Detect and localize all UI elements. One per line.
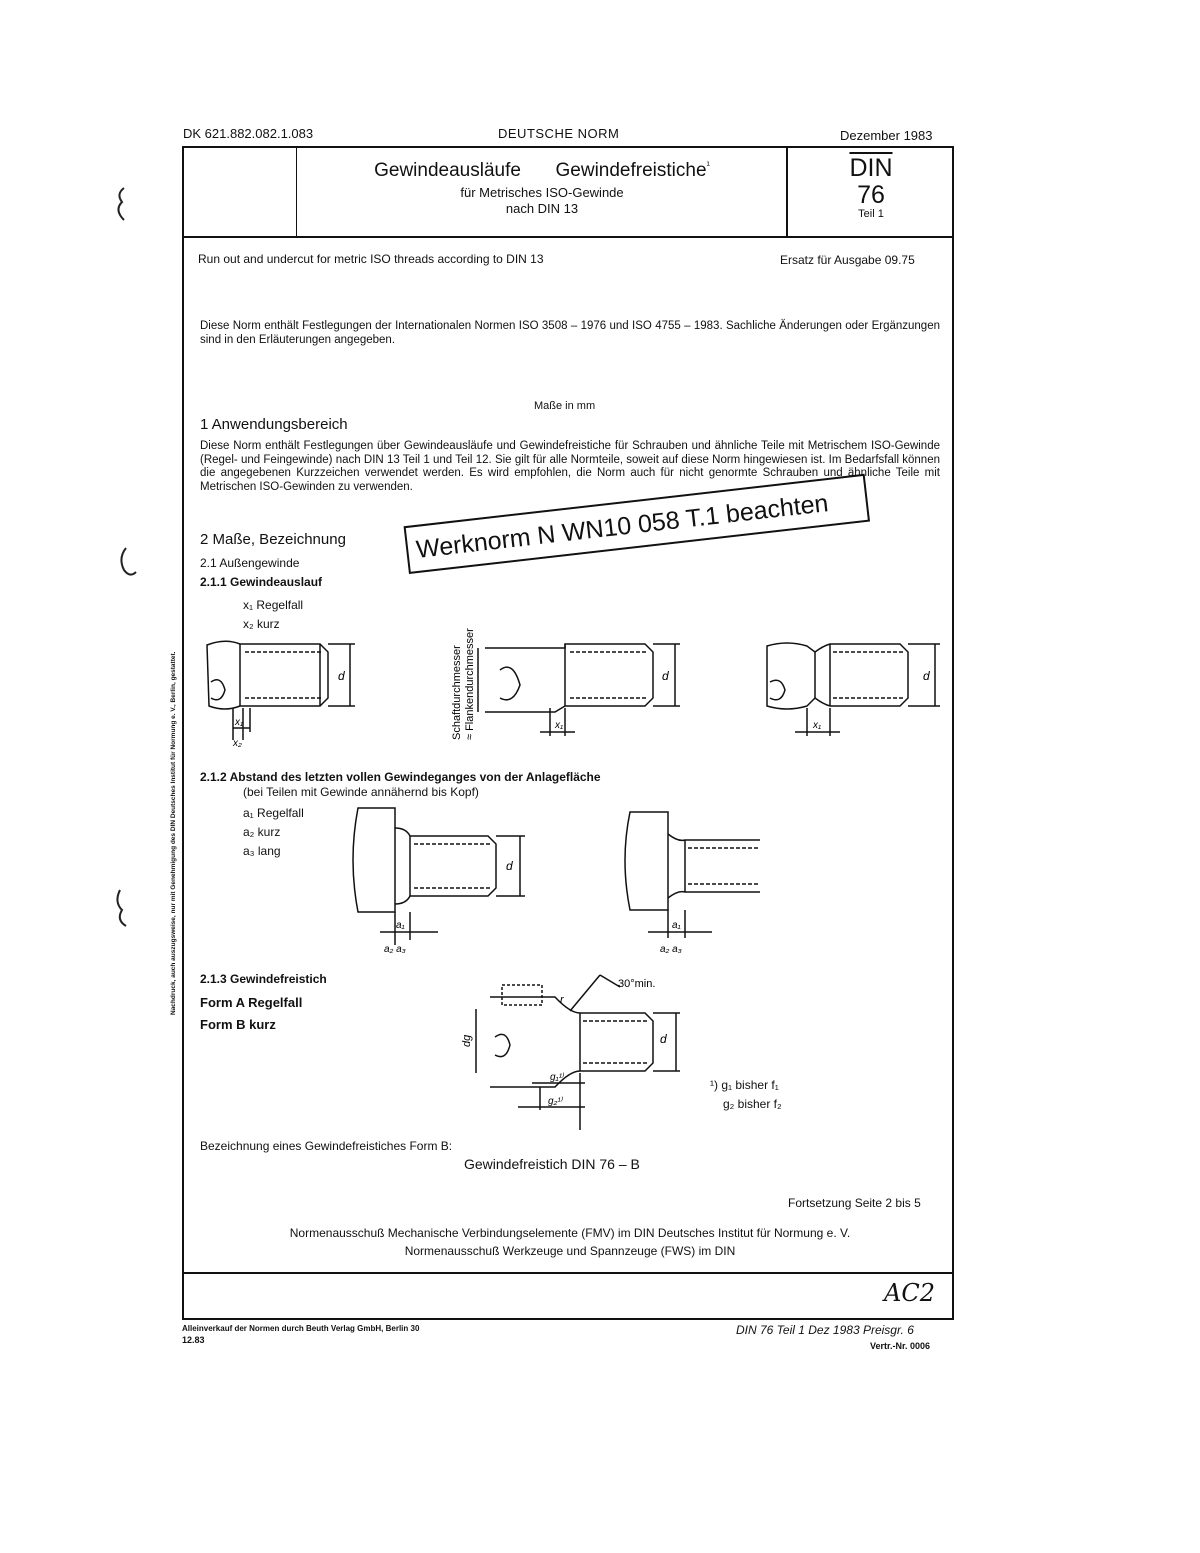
dk-number: DK 621.882.082.1.083 [183, 126, 314, 141]
title-runout: Gewindeausläufe [374, 160, 521, 181]
section-2-heading: 2 Maße, Bezeichnung [200, 531, 346, 548]
d-label-middle: d [662, 669, 669, 683]
footnote-g2: g₂ bisher f₂ [723, 1097, 782, 1111]
runout-figure-right [767, 643, 940, 736]
shank-diameter-label: Schaftdurchmesser [451, 645, 463, 740]
a1-label: a₁ Regelfall [243, 806, 304, 820]
committee-line-1: Normenausschuß Mechanische Verbindungselemente (FMV) im DIN Deutsches Institut für Normung e. V. [289, 1226, 851, 1240]
form-b-label: Form B kurz [200, 1017, 276, 1032]
a2a3-dimension-left: a₂ a₃ [384, 944, 406, 955]
english-title: Run out and undercut for metric ISO threads according to DIN 13 [198, 252, 544, 266]
norm-type: DEUTSCHE NORM [498, 126, 620, 141]
issue-date: Dezember 1983 [840, 128, 933, 143]
punch-hole-mark-2 [121, 548, 136, 575]
section-2-1-2-heading: 2.1.2 Abstand des letzten vollen Gewindeganges von der Anlagefläche [200, 770, 601, 784]
d-label-left: d [338, 669, 345, 683]
figure-undercut [440, 965, 720, 1135]
figure-runout [195, 600, 955, 760]
designation-label: Bezeichnung eines Gewindefreistiches Form B: [200, 1139, 453, 1153]
reprint-side-note: Nachdruck, auch auszugsweise, nur mit Genehmigung des DIN Deutsches Institut für Normung e. V., Berlin, gestattet. [170, 651, 177, 1015]
section-1-heading: 1 Anwendungsbereich [200, 416, 348, 433]
section-2-1-heading: 2.1 Außengewinde [200, 556, 300, 570]
radius-label: r [560, 994, 564, 1006]
x1-dimension-left: x₁ [235, 717, 244, 728]
a1-dimension-left: a₁ [396, 920, 405, 931]
punch-hole-mark-1 [118, 188, 124, 220]
header-col-line-2 [786, 146, 788, 236]
subtitle-line-2: nach DIN 13 [505, 201, 579, 216]
title-undercut: Gewindefreistiche [555, 160, 707, 181]
intro-paragraph: Diese Norm enthält Festlegungen der Internationalen Normen ISO 3508 – 1976 und ISO 4755 – 1983. Sachliche Änderungen oder Ergänzungen sind in den Erläuterungen angegeben. [200, 320, 940, 346]
din-logo: $\overline{DIN}$ [849, 154, 893, 182]
footer-din-ref: DIN 76 Teil 1 Dez 1983 Preisgr. 6 [736, 1323, 914, 1337]
section-2-1-3-heading: 2.1.3 Gewindefreistich [200, 972, 327, 986]
section-1-text: Diese Norm enthält Festlegungen über Gewindeausläufe und Gewindefreistiche für Schrauben und ähnliche Teile mit Metrischem ISO-Gewinde (Regel- und Feingewinde) nach DIN 13 Teil 1 und Teil 12. Sie gilt für alle Normteile, soweit auf diese Norm hingewiesen ist. Im Bedarfsfall können die angegebenen Kurzzeichen verwendet werden. Es wird empfohlen, die Norm auch für nicht genormte Schrauben und ähnliche Teile mit Metrischen ISO-Gewinden zu verwenden. [200, 440, 940, 493]
x1-dimension-right: x₁ [813, 720, 822, 731]
d-label-bolt-left: d [506, 859, 513, 873]
d-label-undercut: d [660, 1032, 667, 1046]
a2a3-dimension-right: a₂ a₃ [660, 944, 682, 955]
header-col-line-1 [296, 146, 297, 236]
units-note: Maße in mm [534, 400, 596, 412]
werknorm-stamp: Werknorm N WN10 058 T.1 beachten [404, 474, 870, 574]
section-2-1-1-heading: 2.1.1 Gewindeauslauf [200, 575, 323, 589]
title-block [300, 160, 784, 216]
dg-label: dg [461, 1034, 473, 1047]
x2-dimension-left: x₂ [233, 738, 242, 749]
bolt-figure-right [625, 812, 760, 938]
x2-label: x₂ kurz [243, 617, 280, 631]
bolt-figure-left [353, 808, 525, 945]
x1-label: x₁ Regelfall [243, 598, 304, 612]
a3-label: a₃ lang [243, 844, 281, 858]
bottom-divider [182, 1272, 954, 1274]
punch-hole-mark-3 [117, 890, 126, 926]
angle-label: 30°min. [618, 978, 656, 990]
title-footnote-mark: ¹ [706, 160, 710, 172]
a2-label: a₂ kurz [243, 825, 281, 839]
footnote-g1: ¹) g₁ bisher f₁ [710, 1078, 779, 1092]
d-label-right: d [923, 669, 930, 683]
form-a-label: Form A Regelfall [200, 995, 303, 1010]
a1-dimension-right: a₁ [672, 920, 681, 931]
footer-sales-note: Alleinverkauf der Normen durch Beuth Verlag GmbH, Berlin 30 [182, 1324, 420, 1333]
scan-marks [110, 180, 150, 940]
g2-label: g₂¹⁾ [548, 1096, 564, 1107]
footer-date-code: 12.83 [182, 1335, 205, 1345]
undercut-drawing [476, 975, 680, 1130]
designation-example: Gewindefreistich DIN 76 – B [464, 1156, 640, 1172]
figure-thread-to-head [340, 800, 760, 970]
replacement-note: Ersatz für Ausgabe 09.75 [780, 253, 915, 267]
din-part: Teil 1 [858, 208, 884, 220]
runout-figure-left [207, 641, 355, 740]
handwritten-mark: AC2 [884, 1279, 935, 1307]
header-divider [182, 236, 954, 238]
footer-vertr-nr: Vertr.-Nr. 0006 [870, 1341, 931, 1351]
section-2-1-2-subtext: (bei Teilen mit Gewinde annähernd bis Kopf) [243, 785, 479, 799]
continuation-note: Fortsetzung Seite 2 bis 5 [788, 1196, 921, 1210]
din-block [790, 154, 952, 220]
runout-figure-middle [478, 644, 680, 736]
din-number: 76 [857, 181, 885, 209]
x1-dimension-middle: x₁ [555, 720, 564, 731]
pitch-diameter-label: ≈ Flankendurchmesser [464, 628, 476, 740]
g1-label: g₁¹⁾ [550, 1072, 565, 1083]
committee-line-2: Normenausschuß Werkzeuge und Spannzeuge (FWS) im DIN [404, 1244, 736, 1258]
subtitle-line-1: für Metrisches ISO-Gewinde [460, 185, 624, 200]
